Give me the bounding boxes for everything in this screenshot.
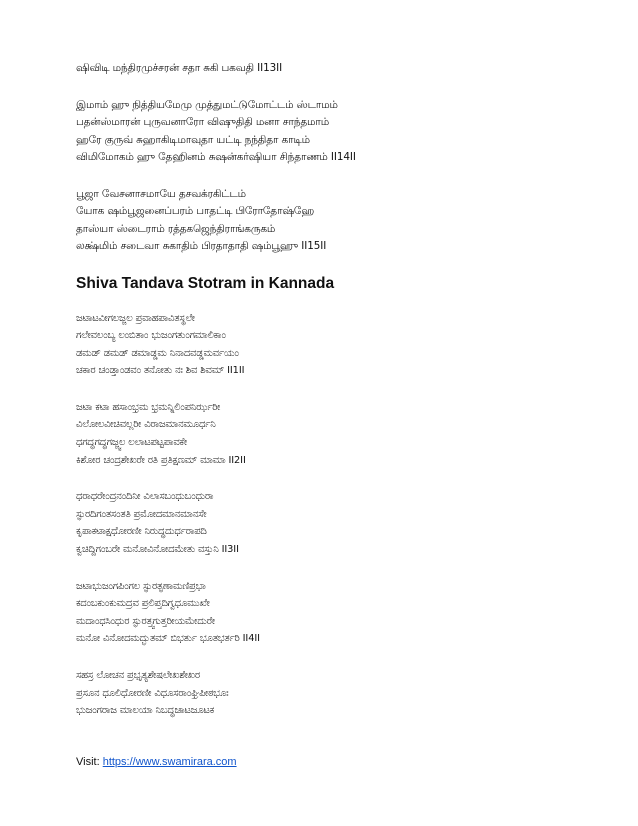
verse-line: பதன்ஸ்மாரன் புருவனாரோ விஷுதிதி மனா சாந்தமாம் [76,116,329,128]
document-content [76,60,596,739]
verse-stanza [76,186,596,256]
verse-line: ಡಮಡ್ ಡಮಡ್ ಡಮಾಡ್ಡಮ ನಿನಾದವಡ್ಡಮರ್ವಯಂ [76,347,239,359]
verse-stanza [76,310,596,380]
verse-line: ஷிவிடி மந்திரமுச்சரன் சதா சுகி பகவதி II13II [76,62,283,74]
verse-line: பூஜா வேசனாசமாயே தசவக்ரகிட்டம் [76,187,246,200]
verse-line: ವಿಲೋಲವೀಚಿವಲ್ಲರೀ ವಿರಾಜಮಾನಮೂರ್ಧನಿ [76,419,216,431]
kannada-verses [76,310,596,720]
verse-stanza [76,488,596,558]
visit-label: Visit: [76,756,103,768]
tamil-verses [76,60,596,256]
verse-line: ಜಟಾಟವೀಗಲಜ್ಜಲ ಪ್ರವಾಹಪಾವಿತಸ್ಥಲೇ [76,312,195,324]
verse-line: ಧರಾಧರೇಂದ್ರನಂದಿನೀ ವಿಲಾಸಬಂಧುಬಂಧುರಾ [76,491,214,503]
verse-line: ಭುಜಂಗರಾಜ ಮಾಲಯಾ ನಿಬದ್ಧಜಾಟಜೂಟಕ [76,705,215,717]
verse-line: ಕ್ವಚಿದ್ದಿಗಂಬರೇ ಮನೋವಿನೋದಮೇತು ವಸ್ತುನಿ II3II [76,544,239,556]
verse-stanza [76,399,596,469]
verse-line: ಸಹಸ್ರ ಲೋಚನ ಪ್ರಭೃತ್ಯಶೇಷಲೇಖಶೇಖರ [76,670,200,681]
verse-line: ಜಟಾಭುಜಂಗಪಿಂಗಲ ಸ್ಫುರತ್ಫಣಾಮಣಿಪ್ರಭಾ [76,580,206,592]
verse-stanza [76,97,596,167]
section-title: Shiva Tandava Stotram in Kannada [76,274,335,292]
verse-line: யோக ஷம்பூஜனைப்பரம் பாதட்டி பிரோதோஷ்ஹே [76,205,314,217]
verse-line: ಕೃಪಾಕಟಾಕ್ಷಧೋರಣೀ ನಿರುದ್ಧದುರ್ಧರಾಪದಿ [76,526,207,538]
footer-visit [76,756,237,768]
verse-line: ஹரே குருவ் சுஹாகிடிமாவுதா யட்டி நந்திதா காடிம் [76,133,310,146]
verse-stanza [76,667,596,720]
verse-line: ಕದಂಬಕುಂಕುಮದ್ರವ ಪ್ರಲಿಪ್ತದಿಗ್ವಧೂಮುಖೇ [76,598,210,610]
verse-line: இமாம் ஹு நித்தியமேமு முத்துமட்டுமோட்டம் ஸ்டாமம் [76,98,338,111]
verse-line: ಧಗದ್ಧಗದ್ಧಗಜ್ಜ್ವಲ ಲಲಾಟಪಟ್ಟಪಾವಕೇ [76,437,188,449]
verse-line: விமிமோகம் ஹு தேஹினம் சுஷன்கர்ஷியா சிந்தாணம் II14II [76,151,356,163]
verse-stanza [76,578,596,648]
verse-line: ಮನೋ ವಿನೋದಮದ್ಭುತಮ್ ಬಿಭರ್ತು ಭೂತಭರ್ತರಿ II4II [76,633,260,645]
verse-line: ಸ್ಫುರದಿಗಂತಸಂತತಿ ಪ್ರಮೋದಮಾನಮಾನಸೇ [76,508,207,520]
verse-line: தாஸ்யா ஸ்டைராம் ரத்தகஜெந்திராங்கருகம் [76,222,276,235]
verse-line: ಗಲೇವಲಂಬ್ಯ ಲಂಬಿತಾಂ ಭುಜಂಗತುಂಗಮಾಲಿಕಾಂ [76,330,226,342]
verse-line: ಪ್ರಸೂನ ಧೂಲಿಧೋರಣೀ ವಿಧೂಸರಾಂಘ್ರಿಪೀಠಭೂಃ [76,687,229,699]
verse-line: ಚಕಾರ ಚಂಡ್ತಾಂಡವಂ ತನೋತು ನಃ ಶಿವ ಶಿವಮ್ II1II [76,365,245,377]
verse-stanza [76,60,596,78]
verse-line: ಕಿಶೋರ ಚಂದ್ರಶೇಖರೇ ರತಿ ಪ್ರತಿಕ್ಷಣಮ್ ಮಾಮಾ II2II [76,454,246,466]
verse-line: ಜಟಾ ಕಟಾ ಹಸಾಂಭ್ರಮ ಭ್ರಮನ್ನಿಲಿಂಪನಿರ್ಝರೀ [76,401,221,413]
verse-line: லக்ஷ்மிம் சடைவா சுகாதிம் பிரதாதாதி ஷம்பூஹு II15II [76,240,327,252]
website-link[interactable]: https://www.swamirara.com [102,756,237,768]
verse-line: ಮದಾಂಧಸಿಂಧುರ ಸ್ಫುರತ್ತ್ವಗುತ್ತರೀಯಮೇದುರೇ [76,615,215,627]
